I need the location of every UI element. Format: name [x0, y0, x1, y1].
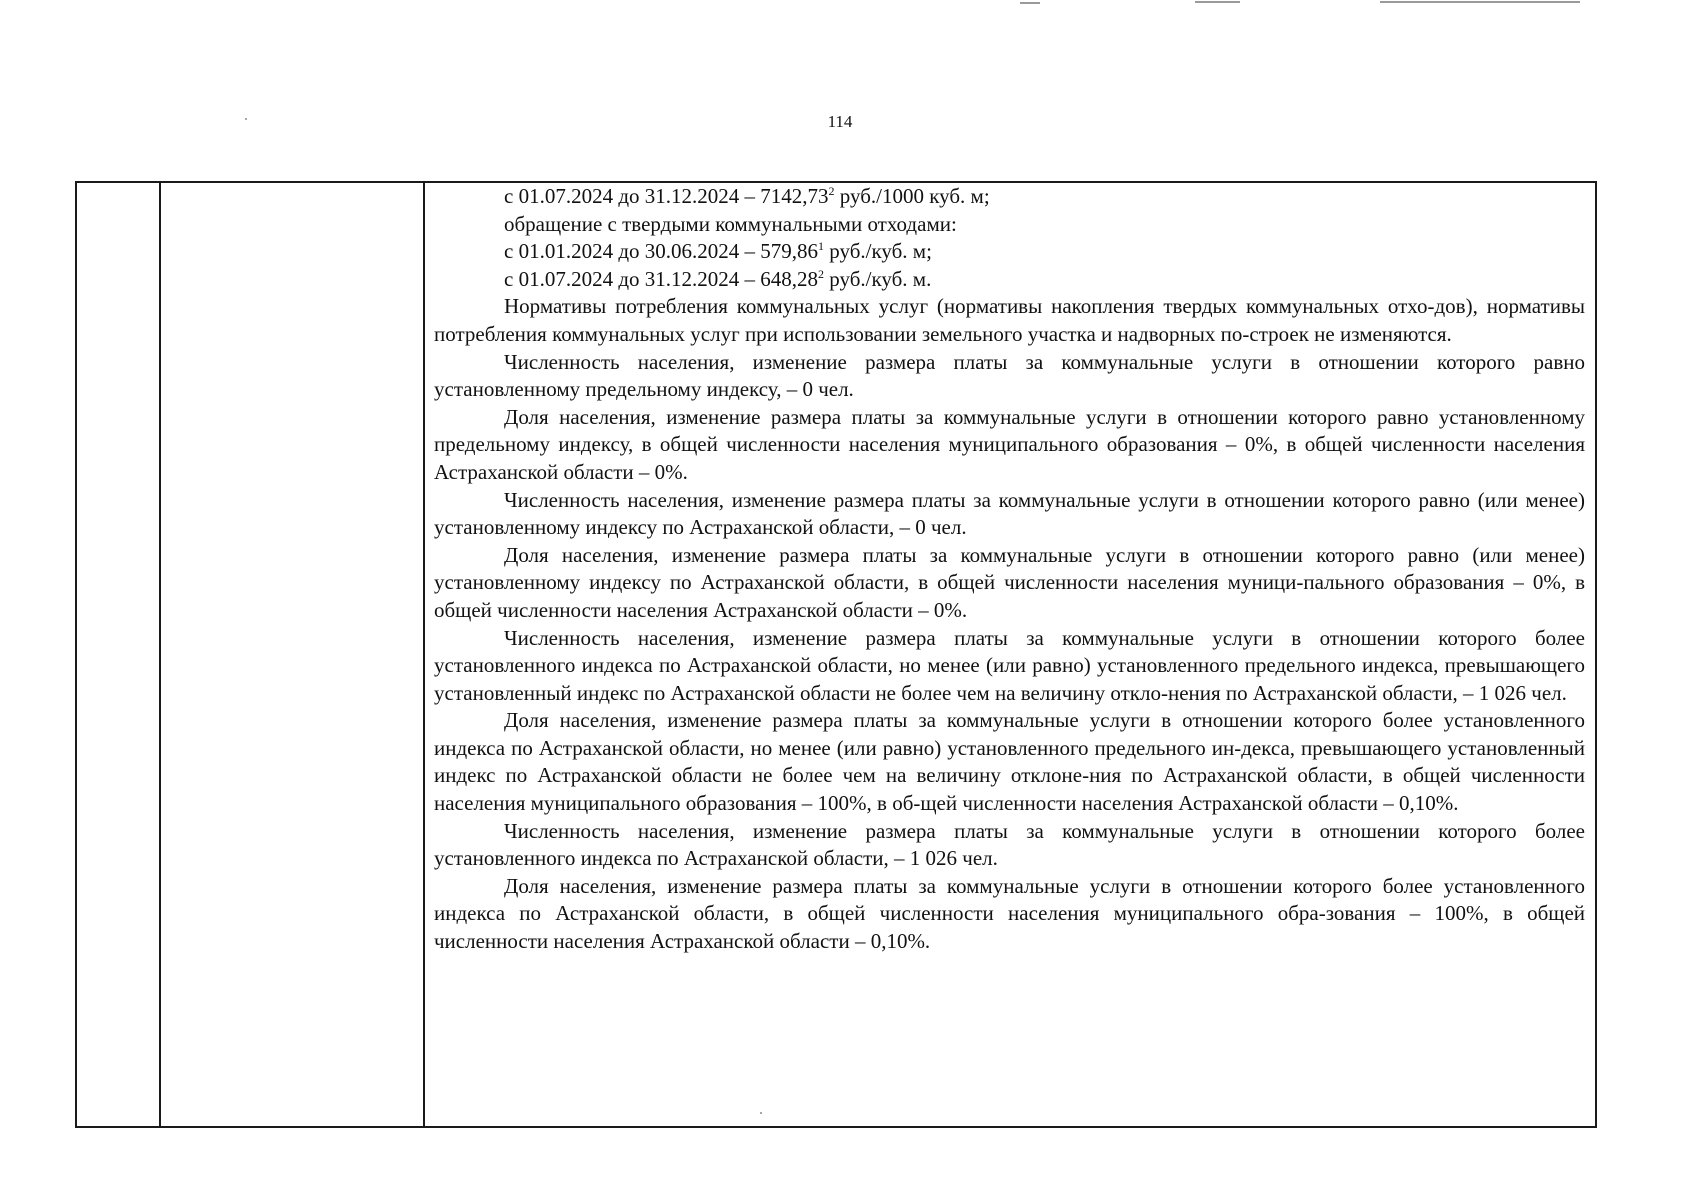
- tariff-line: [434, 211, 1585, 239]
- paragraph: Численность населения, изменение размера платы за коммунальные услуги в отношении которого более установленного индекса по Астраханской области, но менее (или равно) установленного предельного индекса, превышающего установленный индекс по Астраханской области не более чем на величину откло-нения по Астраханской области, – 1 026 чел.: [434, 625, 1585, 705]
- scan-dot: [245, 118, 247, 120]
- paragraph: Численность населения, изменение размера платы за коммунальные услуги в отношении которого равно (или менее) установленному индексу по Астраханской области, – 0 чел.: [434, 487, 1585, 540]
- column-divider: [423, 183, 425, 1126]
- tariff-line-unit: руб./куб. м;: [824, 239, 932, 264]
- paragraph: Численность населения, изменение размера платы за коммунальные услуги в отношении которого более установленного индекса по Астраханской области, – 1 026 чел.: [434, 818, 1585, 871]
- paragraph: Доля населения, изменение размера платы за коммунальные услуги в отношении которого равно (или менее) установленному индексу по Астраханской области, в общей численности населения муници-пального образования – 0%, в общей численности населения Астраханской области – 0%.: [434, 542, 1585, 622]
- footnote-marker: 1: [818, 239, 825, 254]
- paragraph: Нормативы потребления коммунальных услуг (нормативы накопления твердых коммунальных отхо-дов), нормативы потребления коммунальных услуг при использовании земельного участка и надворных по-строек не изменяются.: [434, 294, 1585, 346]
- tariff-line-text: с 01.07.2024 до 31.12.2024 – 648,28: [504, 266, 819, 291]
- scan-edge-mark: [1195, 1, 1240, 3]
- tariff-line-unit: руб./1000 куб. м;: [834, 184, 990, 208]
- column-divider: [159, 183, 161, 1126]
- paragraph: Доля населения, изменение размера платы за коммунальные услуги в отношении которого более установленного индекса по Астраханской области, в общей численности населения муниципального обра-зования – 100%, в общей численности населения Астраханской области – 0,10%.: [434, 873, 1585, 954]
- footnote-marker: 2: [828, 184, 835, 198]
- tariff-line-text: с 01.07.2024 до 31.12.2024 – 7142,73: [504, 184, 829, 208]
- scan-edge-mark: [1380, 1, 1580, 3]
- tariff-line-unit: руб./куб. м.: [824, 266, 932, 291]
- paragraph: Доля населения, изменение размера платы за коммунальные услуги в отношении которого более установленного индекса по Астраханской области, но менее (или равно) установленного предельного ин-декса, превышающего установленный индекс по Астраханской области не более чем на величину отклоне-ния по Астраханской области, в общей численности населения муниципального образования – 100%, в об-щей численности населения Астраханской области – 0,10%.: [434, 708, 1585, 816]
- description-cell: [434, 183, 1585, 956]
- tariff-line: [434, 183, 1585, 211]
- tariff-list: [434, 183, 1585, 293]
- scan-edge-mark: [1020, 2, 1040, 4]
- tariff-line-text: обращение с твердыми коммунальными отходами:: [504, 211, 957, 236]
- page-number: 114: [827, 112, 853, 131]
- tariff-line: [434, 238, 1585, 266]
- paragraph: Доля населения, изменение размера платы за коммунальные услуги в отношении которого равно установленному предельному индексу, в общей численности населения муниципального образования – 0%, в общей численности населения Астраханской области – 0%.: [434, 404, 1585, 484]
- tariff-line-text: с 01.01.2024 до 30.06.2024 – 579,86: [504, 239, 819, 264]
- paragraph: Численность населения, изменение размера платы за коммунальные услуги в отношении которого равно установленному предельному индексу, – 0 чел.: [434, 349, 1585, 402]
- footnote-marker: 2: [818, 266, 825, 281]
- document-table: [75, 181, 1597, 1128]
- paragraph-list: [434, 293, 1585, 955]
- tariff-line: [434, 266, 1585, 294]
